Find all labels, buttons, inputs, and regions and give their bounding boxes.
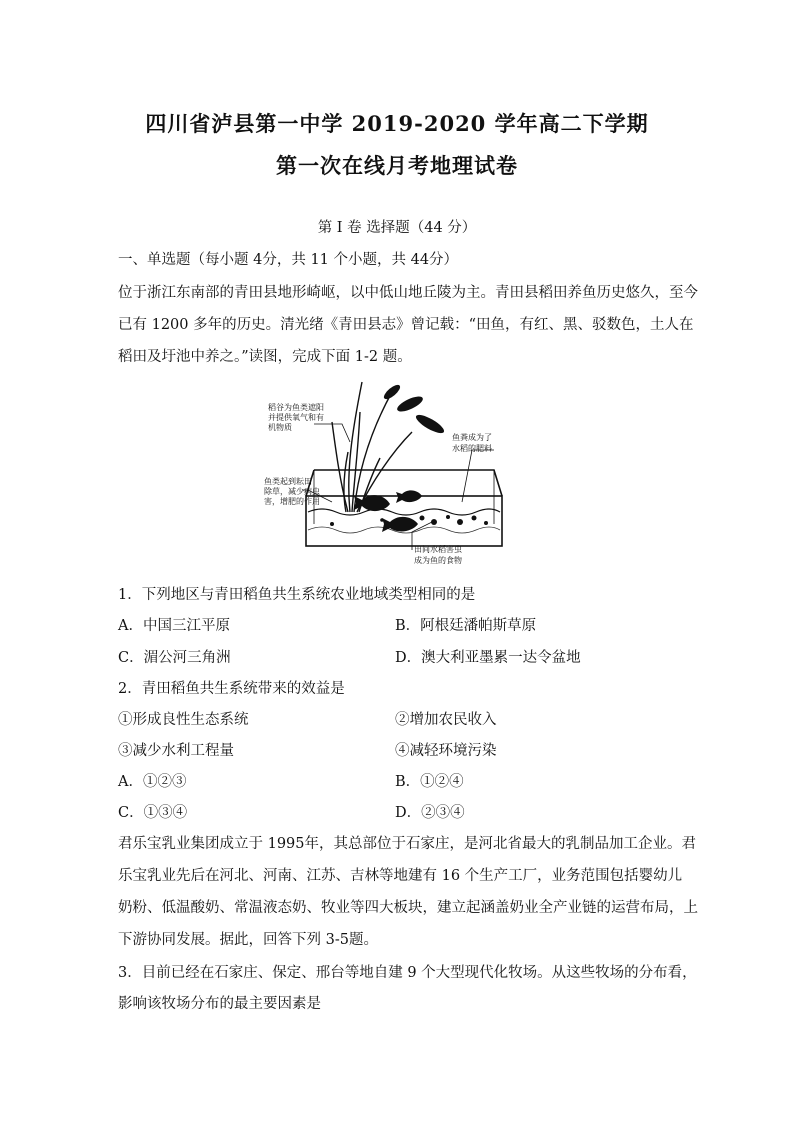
passage2-line2: 乐宝乳业先后在河北、河南、江苏、吉林等地建有 16 个生产工厂，业务范围包括婴幼儿 [118,868,683,884]
label-rice-line1: 稻谷为鱼类遮阳 [268,403,324,412]
label-pests-line2: 成为鱼的食物 [414,556,462,565]
rice-plant [332,382,412,512]
q2-statement-3: ③减少水利工程量 [118,743,234,759]
label-manure-line1: 鱼粪成为了 [452,433,492,442]
q2-option-c: C．①③④ [118,805,188,821]
q3-stem-line2: 影响该牧场分布的最主要因素是 [118,996,321,1012]
paddy-box [306,470,502,546]
q1-option-d: D．澳大利亚墨累一达令盆地 [395,650,581,666]
exam-title-line1: 四川省泸县第一中学 2019-2020 学年高二下学期 [145,111,649,136]
q1-stem: 1．下列地区与青田稻鱼共生系统农业地域类型相同的是 [118,587,476,603]
q2-option-b: B．①②④ [395,774,464,790]
section-subheading: 一、单选题（每小题 4分，共 11 个小题，共 44分） [118,252,459,268]
q3-stem-line1: 3．目前已经在石家庄、保定、邢台等地自建 9 个大型现代化牧场。从这些牧场的分布看， [118,965,697,981]
water-surface [308,509,500,515]
q1-option-a: A．中国三江平原 [118,618,230,634]
rice-fish-diagram [262,372,548,572]
label-rice-line3: 机物质 [268,423,292,432]
label-fish-line3: 害，增肥的作用 [264,497,320,506]
label-pests-line1: 田间水稻害虫 [414,545,462,554]
q1-option-b: B．阿根廷潘帕斯草原 [395,618,537,634]
passage2-line3: 奶粉、低温酸奶、常温液态奶、牧业等四大板块，建立起涵盖奶业全产业链的运营布局，上 [118,900,698,916]
q2-stem: 2．青田稻鱼共生系统带来的效益是 [118,681,345,697]
passage1-line2: 已有 1200 多年的历史。清光绪《青田县志》曾记载：“田鱼，有红、黑、驳数色，土人在 [118,317,694,333]
label-rice-line2: 并提供氧气和有 [268,413,324,422]
passage1-line3: 稻田及圩池中养之。”读图，完成下面 1-2 题。 [118,349,412,365]
q2-statement-1: ①形成良性生态系统 [118,712,249,728]
exam-title-line2: 第一次在线月考地理试卷 [276,153,518,178]
label-fish-line2: 除草，减少病虫 [264,487,320,496]
label-manure-line2: 水稻的肥料 [452,444,492,453]
passage1-line1: 位于浙江东南部的青田县地形崎岖，以中低山地丘陵为主。青田县稻田养鱼历史悠久，至今 [118,285,698,301]
q2-option-a: A．①②③ [118,774,187,790]
q1-option-c: C．湄公河三角洲 [118,650,231,666]
label-fish-line1: 鱼类起到耘田 [264,477,312,486]
q2-statement-2: ②增加农民收入 [395,712,497,728]
passage2-line4: 下游协同发展。据此，回答下列 3-5题。 [118,932,378,948]
passage2-line1: 君乐宝乳业集团成立于 1995年，其总部位于石家庄，是河北省最大的乳制品加工企业。君 [118,836,697,852]
q2-option-d: D．②③④ [395,805,465,821]
section-heading: 第 I 卷 选择题（44 分） [317,220,477,236]
rice-grain-heads [382,383,447,437]
q2-statement-4: ④减轻环境污染 [395,743,497,759]
